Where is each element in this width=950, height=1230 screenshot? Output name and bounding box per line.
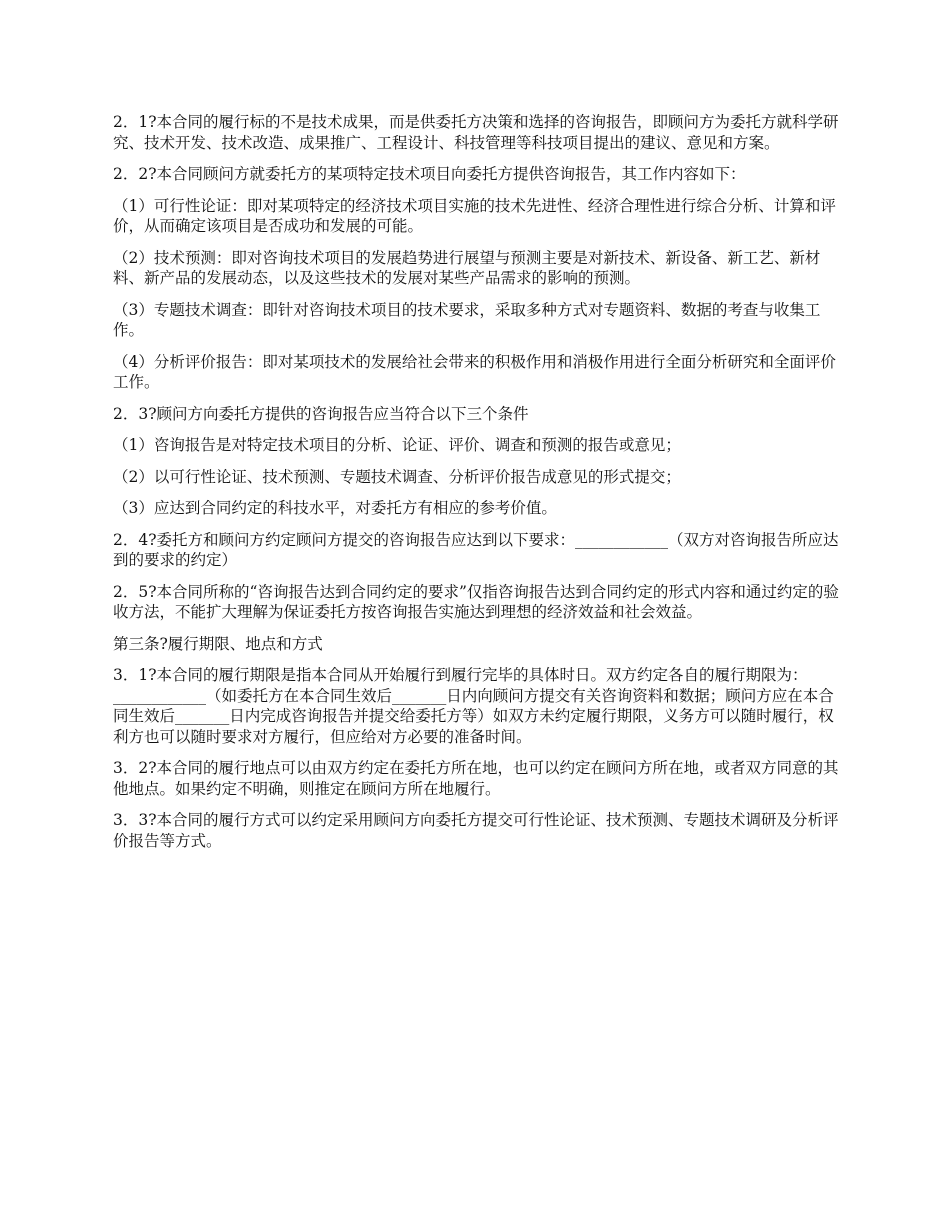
clause-3-1: 3．1?本合同的履行期限是指本合同从开始履行到履行完毕的具体时日。双方约定各自的履行期限为：____________（如委托方在本合同生效后_______日内向顾问方提交有关咨询资料和数据；顾问方应在本合同生效后_______日内完成咨询报告并提交给委托方等）如双方未约定履行期限，义务方可以随时履行，权利方也可以随时要求对方履行，但应给对方必要的准备时间。	[113, 666, 834, 746]
condition-2: （2）以可行性论证、技术预测、专题技术调查、分析评价报告成意见的形式提交；	[113, 467, 681, 486]
item-evaluation: （4）分析评价报告：即对某项技术的发展给社会带来的积极作用和消极作用进行全面分析研究和全面评价工作。	[113, 352, 836, 391]
clause-3-3: 3．3?本合同的履行方式可以约定采用顾问方向委托方提交可行性论证、技术预测、专题技术调研及分析评价报告等方式。	[113, 811, 839, 850]
clause-2-5: 2．5?本合同所称的“咨询报告达到合同约定的要求”仅指咨询报告达到合同约定的形式内容和通过约定的验收方法，不能扩大理解为保证委托方按咨询报告实施达到理想的经济效益和社会效益。	[113, 582, 839, 621]
item-forecast: （2）技术预测：即对咨询技术项目的发展趋势进行展望与预测主要是对新技术、新设备、新工艺、新材料、新产品的发展动态，以及这些技术的发展对某些产品需求的影响的预测。	[113, 248, 821, 287]
document-body	[113, 112, 848, 862]
item-survey: （3）专题技术调查：即针对咨询技术项目的技术要求，采取多种方式对专题资料、数据的考查与收集工作。	[113, 300, 821, 339]
clause-2-4: 2．4?委托方和顾问方约定顾问方提交的咨询报告应达到以下要求：____________（双方对咨询报告所应达到的要求的约定）	[113, 530, 839, 569]
article-3-heading: 第三条?履行期限、地点和方式	[113, 634, 323, 653]
clause-3-2: 3．2?本合同的履行地点可以由双方约定在委托方所在地，也可以约定在顾问方所在地，或者双方同意的其他地点。如果约定不明确，则推定在顾问方所在地履行。	[113, 759, 839, 798]
clause-2-1: 2．1?本合同的履行标的不是技术成果，而是供委托方决策和选择的咨询报告，即顾问方为委托方就科学研究、技术开发、技术改造、成果推广、工程设计、科技管理等科技项目提出的建议、意见和方案。	[113, 113, 839, 152]
clause-2-2: 2．2?本合同顾问方就委托方的某项特定技术项目向委托方提供咨询报告，其工作内容如下：	[113, 165, 746, 183]
item-feasibility: （1）可行性论证：即对某项特定的经济技术项目实施的技术先进性、经济合理性进行综合分析、计算和评价，从而确定该项目是否成功和发展的可能。	[113, 196, 836, 235]
condition-1: （1）咨询报告是对特定技术项目的分析、论证、评价、调查和预测的报告或意见；	[113, 436, 681, 454]
condition-3: （3）应达到合同约定的科技水平，对委托方有相应的参考价值。	[113, 499, 557, 517]
clause-2-3: 2．3?顾问方向委托方提供的咨询报告应当符合以下三个条件	[113, 404, 529, 423]
